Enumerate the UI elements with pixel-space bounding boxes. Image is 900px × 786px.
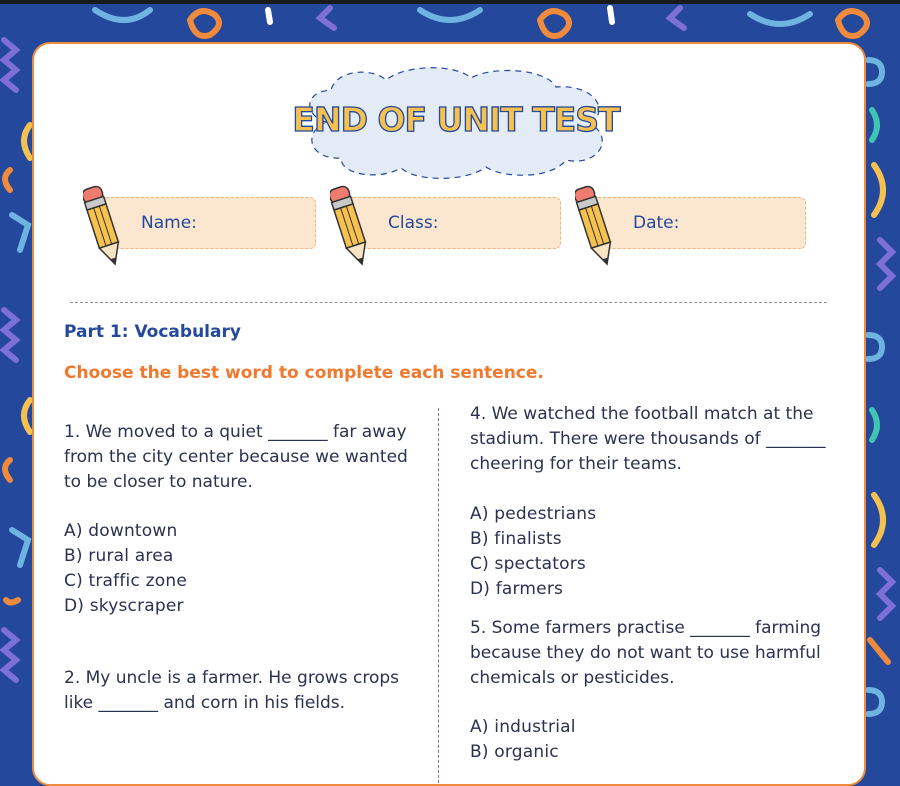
date-label: Date: [633,213,680,233]
date-field[interactable] [592,197,806,249]
column-divider [438,408,439,786]
question-5: 5. Some farmers practise _______ farming because they do not want to use harmful chemicals or pesticides. [470,618,822,688]
question-2: 2. My uncle is a farmer. He grows crops like _______ and corn in his fields. [64,668,400,713]
question-5-options [470,715,576,765]
option[interactable]: B) rural area [64,546,174,566]
question-4-options [470,502,596,602]
pencil-icon [330,182,370,272]
question-1: 1. We moved to a quiet _______ far away from the city center because we wanted to be closer to nature. [64,422,408,492]
name-label: Name: [141,213,197,233]
instruction: Choose the best word to complete each sentence. [64,363,544,383]
name-field[interactable] [100,197,316,249]
part-title: Part 1: Vocabulary [64,322,241,342]
option[interactable]: B) finalists [470,529,562,549]
option[interactable]: A) industrial [470,717,576,737]
worksheet-sheet [32,42,866,786]
option[interactable]: B) organic [470,742,559,762]
option[interactable]: A) pedestrians [470,504,597,524]
option[interactable]: C) spectators [470,554,586,574]
question-1-options [64,519,187,619]
option[interactable]: C) traffic zone [64,571,187,591]
pencil-icon [575,182,615,272]
pencil-icon [83,182,123,272]
section-divider [70,302,827,303]
option[interactable]: A) downtown [64,521,178,541]
class-field[interactable] [347,197,561,249]
option[interactable]: D) farmers [470,579,564,599]
question-4: 4. We watched the football match at the stadium. There were thousands of _______ cheering for their teams. [470,404,826,474]
option[interactable]: D) skyscraper [64,596,184,616]
page-title: END OF UNIT TEST [292,100,620,139]
class-label: Class: [388,213,439,233]
